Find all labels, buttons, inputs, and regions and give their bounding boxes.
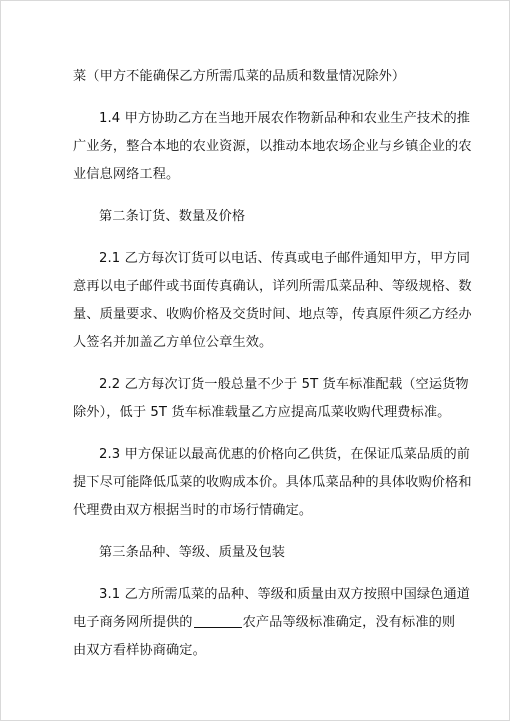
paragraph-continuation xyxy=(73,63,445,91)
paragraph-1-4 xyxy=(73,105,472,189)
text-line: 菜（甲方不能确保乙方所需瓜菜的品质和数量情况除外） xyxy=(73,69,406,84)
text-line: 业信息网络工程。 xyxy=(73,167,180,182)
text-line: 由双方看样协商确定。 xyxy=(73,643,206,658)
paragraph-2-3 xyxy=(73,441,472,525)
text-line: 1.4 甲方协助乙方在当地开展农作物新品种和农业生产技术的推 xyxy=(99,111,471,126)
paragraph-3-1 xyxy=(73,581,471,665)
document-body xyxy=(73,63,472,679)
text-line: 广业务，整合本地的农业资源，以推动本地农场企业与乡镇企业的农 xyxy=(73,139,472,154)
section-heading-article-3 xyxy=(73,539,445,567)
text-line: 提下尽可能降低瓜菜的收购成本价。具体瓜菜品种的具体收购价格和 xyxy=(73,475,472,490)
text-segment: 农产品等级标准确定，没有标准的则 xyxy=(242,615,456,630)
section-heading-article-2 xyxy=(73,203,445,231)
text-segment: 电子商务网所提供的 xyxy=(73,615,193,630)
paragraph-2-1 xyxy=(73,245,472,357)
text-line-with-blank xyxy=(73,609,456,637)
text-line: 除外），低于 5T 货车标准载量乙方应提高瓜菜收购代理费标准。 xyxy=(73,405,451,420)
text-line: 量、质量要求、收购价格及交货时间、地点等，传真原件须乙方经办 xyxy=(73,307,472,322)
text-line: 2.3 甲方保证以最高优惠的价格向乙供货，在保证瓜菜品质的前 xyxy=(99,447,471,462)
heading-text: 第三条品种、等级、质量及包装 xyxy=(99,545,286,560)
fill-in-blank[interactable] xyxy=(194,613,242,628)
text-line: 2.2 乙方每次订货一般总量不少于 5T 货车标准配载（空运货物 xyxy=(99,377,469,392)
text-line: 2.1 乙方每次订货可以电话、传真或电子邮件通知甲方，甲方同 xyxy=(99,251,471,266)
text-line: 3.1 乙方所需瓜菜的品种、等级和质量由双方按照中国绿色通道 xyxy=(99,587,471,602)
text-line: 意再以电子邮件或书面传真确认，详列所需瓜菜品种、等级规格、数 xyxy=(73,279,472,294)
heading-text: 第二条订货、数量及价格 xyxy=(99,209,246,224)
text-line: 人签名并加盖乙方单位公章生效。 xyxy=(73,335,273,350)
text-line: 代理费由双方根据当时的市场行情确定。 xyxy=(73,503,313,518)
paragraph-2-2 xyxy=(73,371,469,427)
